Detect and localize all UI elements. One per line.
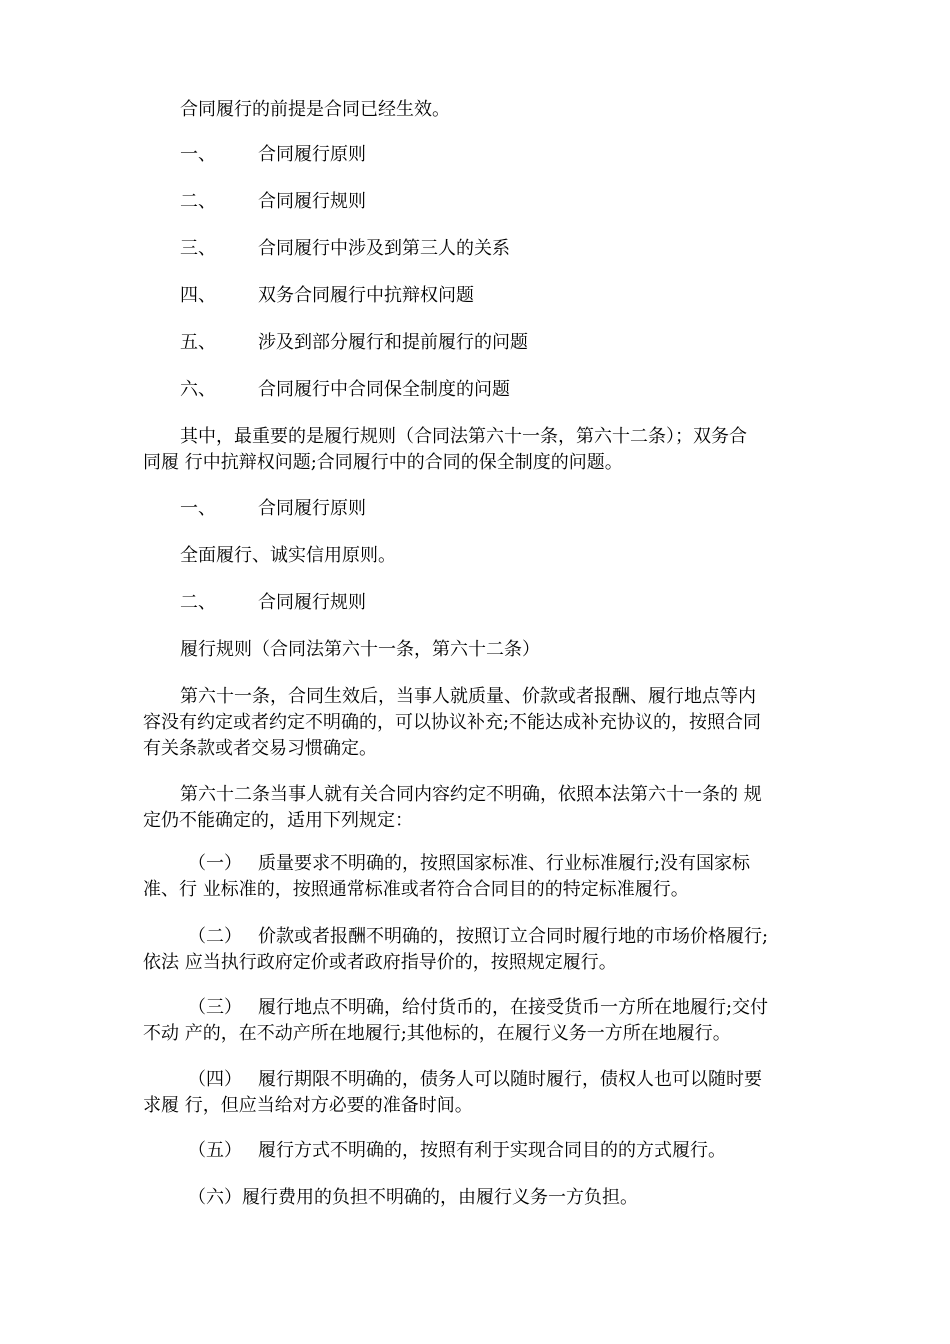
rule-line: 质量要求不明确的，按照国家标准、行业标准履行;没有国家标 [258,853,751,874]
rule-item-six: （六）履行费用的负担不明确的，由履行义务一方负担。 [188,1187,638,1208]
rule-line: 准、行 业标准的，按照通常标准或者符合合同目的的特定标准履行。 [143,879,689,900]
rule-line: 履行期限不明确的，债务人可以随时履行，债权人也可以随时要 [258,1069,762,1090]
section-number: 一、 [180,498,216,519]
outline-text: 合同履行原则 [258,144,366,165]
rule-line: 依法 应当执行政府定价或者政府指导价的，按照规定履行。 [143,952,617,973]
section-title: 合同履行规则 [258,592,366,613]
section-title: 合同履行原则 [258,498,366,519]
outline-text: 双务合同履行中抗辩权问题 [258,285,474,306]
outline-number: 五、 [180,332,216,353]
outline-number: 六、 [180,379,216,400]
rule-line: 价款或者报酬不明确的，按照订立合同时履行地的市场价格履行; [258,926,769,947]
rule-number: （三） [188,997,242,1018]
outline-number: 二、 [180,191,216,212]
outline-text: 合同履行规则 [258,191,366,212]
rule-number: （二） [188,926,242,947]
rule-line: 不动 产的，在不动产所在地履行;其他标的，在履行义务一方所在地履行。 [143,1023,731,1044]
summary-line: 其中，最重要的是履行规则（合同法第六十一条，第六十二条）；双务合 [180,426,747,447]
outline-text: 合同履行中合同保全制度的问题 [258,379,510,400]
principle-paragraph: 全面履行、诚实信用原则。 [180,545,396,566]
rule-line: 履行地点不明确，给付货币的，在接受货币一方所在地履行;交付 [258,997,769,1018]
article-line: 定仍不能确定的，适用下列规定： [143,810,413,831]
article-line: 第六十二条当事人就有关合同内容约定不明确，依照本法第六十一条的 规 [180,784,762,805]
rule-number: （一） [188,853,242,874]
summary-line: 同履 行中抗辩权问题;合同履行中的合同的保全制度的问题。 [143,452,623,473]
rule-line: 履行方式不明确的，按照有利于实现合同目的的方式履行。 [258,1140,726,1161]
outline-text: 涉及到部分履行和提前履行的问题 [258,332,528,353]
outline-text: 合同履行中涉及到第三人的关系 [258,238,510,259]
section-number: 二、 [180,592,216,613]
outline-number: 一、 [180,144,216,165]
article-line: 容没有约定或者约定不明确的，可以协议补充;不能达成补充协议的，按照合同 [143,712,762,733]
outline-number: 四、 [180,285,216,306]
rules-title: 履行规则（合同法第六十一条，第六十二条） [180,639,540,660]
rule-number: （四） [188,1069,242,1090]
article-line: 有关条款或者交易习惯确定。 [143,738,377,759]
rule-number: （五） [188,1140,242,1161]
intro-paragraph: 合同履行的前提是合同已经生效。 [180,99,450,120]
rule-line: 求履 行，但应当给对方必要的准备时间。 [143,1095,473,1116]
article-line: 第六十一条，合同生效后，当事人就质量、价款或者报酬、履行地点等内 [180,686,756,707]
outline-number: 三、 [180,238,216,259]
